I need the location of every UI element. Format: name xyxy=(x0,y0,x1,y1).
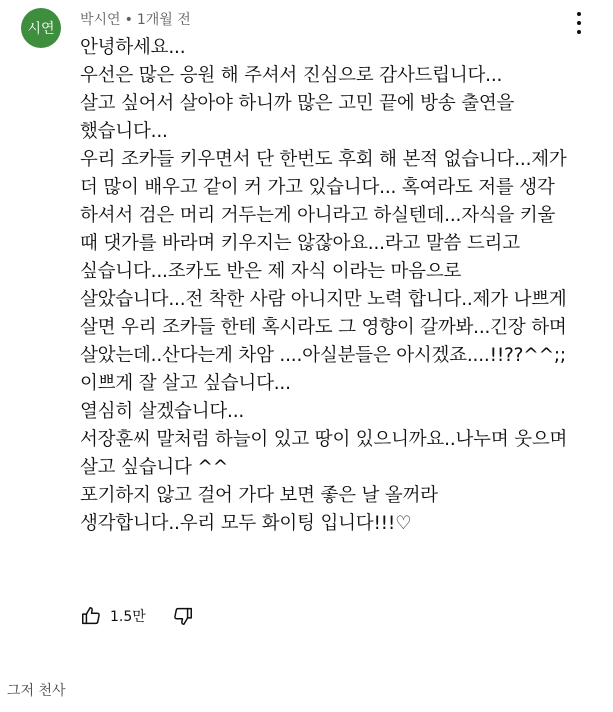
comment-line: 살면 우리 조카들 한테 혹시라도 그 영향이 갈까봐...긴장 하며 xyxy=(80,317,567,338)
comment-line: 살았는데..산다는게 차암 ....아실분들은 아시겠죠....!!??^^;; xyxy=(80,345,566,366)
avatar-text: 시연 xyxy=(27,21,55,37)
comment-line: 열심히 살겠습니다... xyxy=(80,401,245,422)
comment-line: 했습니다... xyxy=(80,121,168,142)
comment-line: 더 많이 배우고 같이 커 가고 있습니다... 혹여라도 저를 생각 xyxy=(80,177,555,198)
avatar[interactable] xyxy=(21,8,61,48)
comment-line: 우선은 많은 응원 해 주셔서 진심으로 감사드립니다... xyxy=(80,65,503,86)
comment-line: 살고 싶어서 살아야 하니까 많은 고민 끝에 방송 출연을 xyxy=(80,93,515,114)
comment-line: 서장훈씨 말처럼 하늘이 있고 땅이 있으니까요..나누며 웃으며 xyxy=(80,429,568,450)
comment-line: 살았습니다...전 착한 사람 아니지만 노력 합니다..제가 나쁘게 xyxy=(80,289,567,310)
footer-caption: 그저 천사 xyxy=(7,683,66,699)
comment-line: 싶습니다...조카도 반은 제 자식 이라는 마음으로 xyxy=(80,261,462,282)
header-separator: • xyxy=(124,12,133,28)
comment-line: 살고 싶습니다 ^^ xyxy=(80,457,228,478)
author-name[interactable]: 박시연 xyxy=(80,12,121,28)
comment-actions xyxy=(80,602,194,630)
comment-line: 포기하지 않고 걸어 가다 보면 좋은 날 올꺼라 xyxy=(80,485,438,506)
comment-line: 우리 조카들 키우면서 단 한번도 후회 해 본적 없습니다...제가 xyxy=(80,149,567,170)
comment-line: 하셔서 검은 머리 거두는게 아니라고 하실텐데...자식을 키울 xyxy=(80,205,556,226)
comment-line: 때 댓가를 바라며 키우지는 않잖아요...라고 말씀 드리고 xyxy=(80,233,520,254)
thumbs-down-icon[interactable] xyxy=(172,605,194,627)
like-count: 1.5만 xyxy=(110,609,146,625)
thumbs-up-icon[interactable] xyxy=(80,605,102,627)
comment-body xyxy=(80,34,600,538)
comment-line: 생각합니다..우리 모두 화이팅 입니다!!!♡ xyxy=(80,513,412,534)
more-vertical-icon[interactable] xyxy=(570,10,588,36)
comment-header xyxy=(80,10,191,30)
comment-line: 이쁘게 잘 살고 싶습니다... xyxy=(80,373,291,394)
comment-time[interactable]: 1개월 전 xyxy=(136,12,191,28)
comment-line: 안녕하세요... xyxy=(80,37,186,58)
